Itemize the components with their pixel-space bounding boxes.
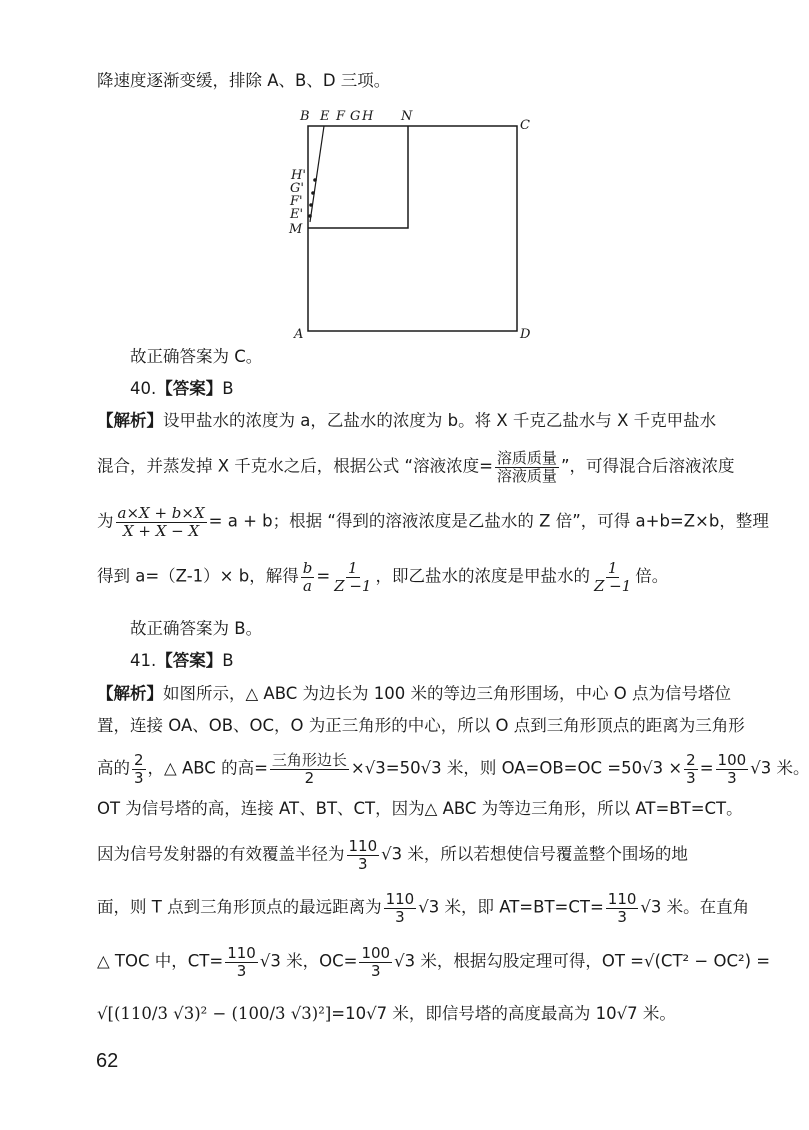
label-e: E: [320, 109, 330, 124]
label-n: N: [401, 109, 413, 124]
analysis-41-line-5: 因为信号发射器的有效覆盖半径为 $\frac{110}{3}$ √3 米，所以若想使信号覆盖整个围场的地: [97, 837, 688, 873]
label-f: F: [336, 109, 346, 124]
label-ep: E': [290, 207, 304, 222]
square-figure: [280, 102, 540, 347]
answer-40: 40.【答案】B: [130, 379, 234, 398]
text-line-1: 降速度逐渐变缓，排除 A、B、D 三项。: [97, 71, 391, 90]
text-line-2: 故正确答案为 C。: [130, 347, 263, 366]
analysis-41-line-6: 面，则 T 点到三角形顶点的最远距离为 $\frac{110}{3}$ √3 米，即 AT=BT=CT= $\frac{110}{3}$ √3 米。在直角: [97, 890, 750, 926]
analysis-41-line-4: OT 为信号塔的高，连接 AT、BT、CT，因为△ ABC 为等边三角形，所以 AT=BT=CT。: [97, 799, 743, 818]
slant-line: [310, 126, 324, 222]
label-fp: F': [290, 194, 303, 209]
label-g: G: [350, 109, 361, 124]
point-gp: [311, 191, 315, 195]
analysis-41-line-3: 高的 $\frac{2}{3}$ ，△ ABC 的高= $\frac{\text{三角形边长}}{2}$ ×√3=50√3 米，则 OA=OB=OC =50√3 × $\frac{2}{3}$ = $\frac{100}{3}$ √3 米。: [97, 751, 809, 787]
label-d: D: [520, 327, 531, 342]
fraction-concentration: $\frac{\text{溶质质量}}{\text{溶液质量}}$: [496, 449, 557, 485]
label-h: H: [362, 109, 374, 124]
analysis-40-line-4: 得到 a=（Z-1）× b，解得 $\frac{b}{a}$ = $\frac{1}{Z -1}$ ，即乙盐水的浓度是甲盐水的 $\frac{1}{Z -1}$ 倍。: [97, 559, 669, 595]
analysis-41-line-7: △ TOC 中，CT= $\frac{110}{3}$ √3 米，OC= $\frac{100}{3}$ √3 米，根据勾股定理可得，OT =√(CT² − OC²) =: [97, 944, 771, 980]
text-line-8: 故正确答案为 B。: [130, 619, 263, 638]
answer-41: 41.【答案】B: [130, 651, 234, 670]
label-c: C: [520, 118, 530, 133]
label-hp: H': [291, 168, 306, 183]
page-number: 62: [96, 1050, 119, 1072]
analysis-40-line-3: 为 $\frac{a\times X + b\times X}{X + X - X}$ = a + b；根据 “得到的溶液浓度是乙盐水的 Z 倍”，可得 a+b=Z×b，整理: [97, 504, 769, 540]
analysis-40-line-2: 混合，并蒸发掉 X 千克水之后，根据公式 “溶液浓度= $\frac{\text{溶质质量}}{\text{溶液质量}}$ ”，可得混合后溶液浓度: [97, 449, 735, 485]
label-m: M: [289, 222, 303, 237]
label-b: B: [300, 109, 310, 124]
analysis-41-line-2: 置，连接 OA、OB、OC，O 为正三角形的中心，所以 O 点到三角形顶点的距离为三角形: [97, 716, 745, 735]
analysis-41-line-8: √[(110/3 √3)² − (100/3 √3)²]=10√7 米，即信号塔的高度最高为 10√7 米。: [97, 1004, 676, 1023]
analysis-40-line-1: 【解析】设甲盐水的浓度为 a，乙盐水的浓度为 b。将 X 千克乙盐水与 X 千克甲盐水: [97, 411, 717, 430]
fraction-mix: $\frac{a\times X + b\times X}{X + X - X}$: [117, 504, 205, 540]
point-hp: [313, 178, 317, 182]
inner-rect: [308, 126, 408, 228]
label-gp: G': [290, 181, 304, 196]
label-a: A: [294, 327, 304, 342]
point-fp: [309, 203, 313, 207]
analysis-41-line-1: 【解析】如图所示，△ ABC 为边长为 100 米的等边三角形围场，中心 O 点为信号塔位: [97, 684, 731, 703]
point-ep: [308, 214, 312, 218]
